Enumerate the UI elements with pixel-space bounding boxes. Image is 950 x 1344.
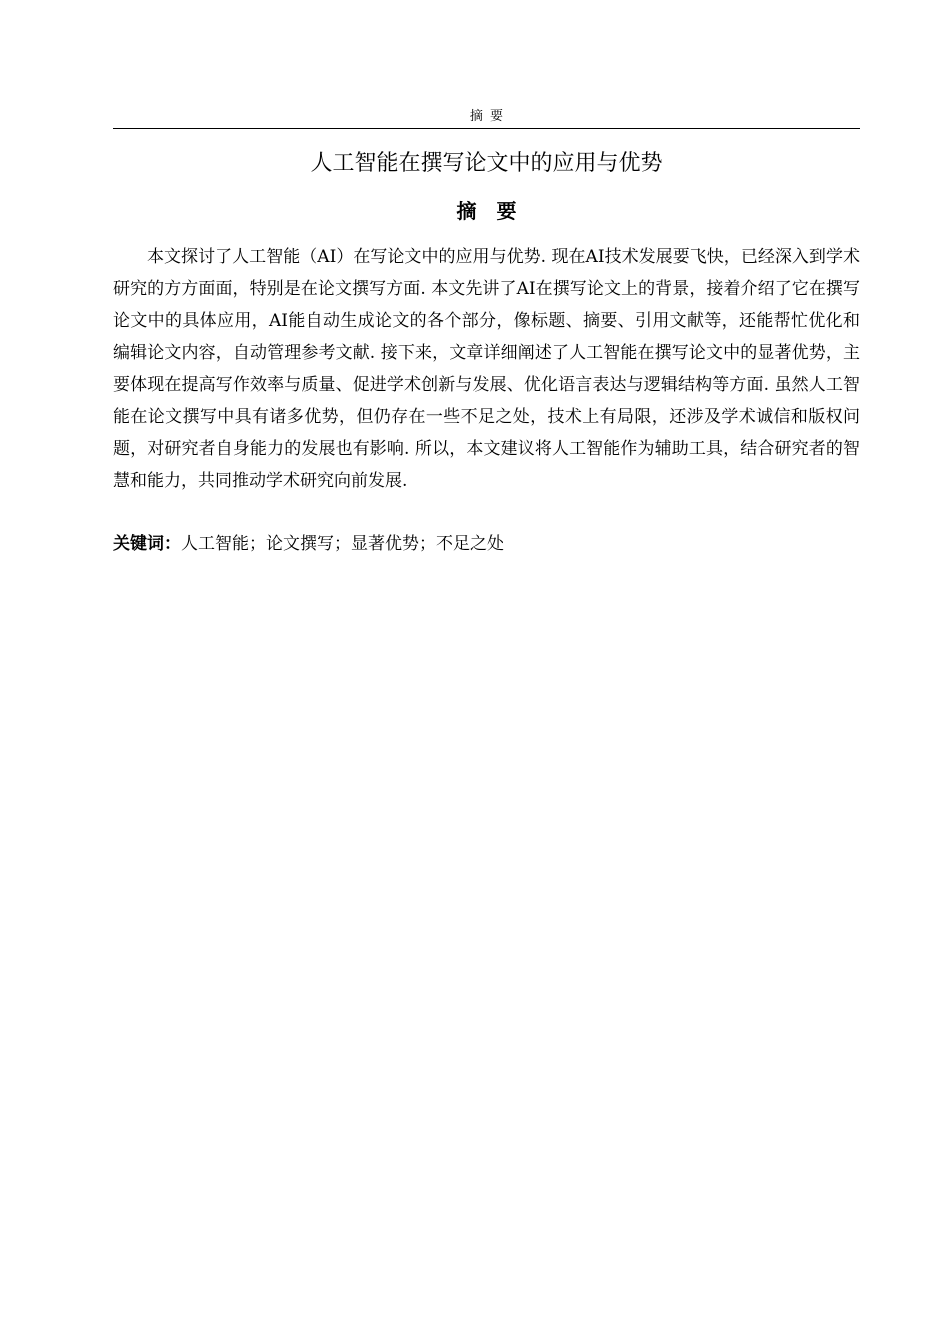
abstract-paragraph: 本文探讨了人工智能（AI）在写论文中的应用与优势. 现在AI技术发展要飞快，已经深入到学术研究的方方面面，特别是在论文撰写方面. 本文先讲了AI在撰写论文上的背景，接着介绍了它在撰写论文中的具体应用，AI能自动生成论文的各个部分，像标题、摘要、引用文献等，还能帮忙优化和编辑论文内容，自动管理参考文献. 接下来，文章详细阐述了人工智能在撰写论文中的显著优势，主要体现在提高写作效率与质量、促进学术创新与发展、优化语言表达与逻辑结构等方面. 虽然人工智能在论文撰写中具有诸多优势，但仍存在一些不足之处，技术上有局限，还涉及学术诚信和版权问题，对研究者自身能力的发展也有影响. 所以，本文建议将人工智能作为辅助工具，结合研究者的智慧和能力，共同推动学术研究向前发展.	[113, 247, 860, 491]
keywords-values: 人工智能；论文撰写；显著优势；不足之处	[181, 534, 504, 554]
abstract-heading: 摘要	[456, 199, 537, 223]
keywords-line	[113, 528, 860, 560]
running-header: 摘要	[469, 109, 511, 124]
paper-title: 人工智能在撰写论文中的应用与优势	[310, 151, 663, 176]
header-divider	[113, 128, 860, 129]
keywords-label: 关键词：	[113, 534, 181, 554]
